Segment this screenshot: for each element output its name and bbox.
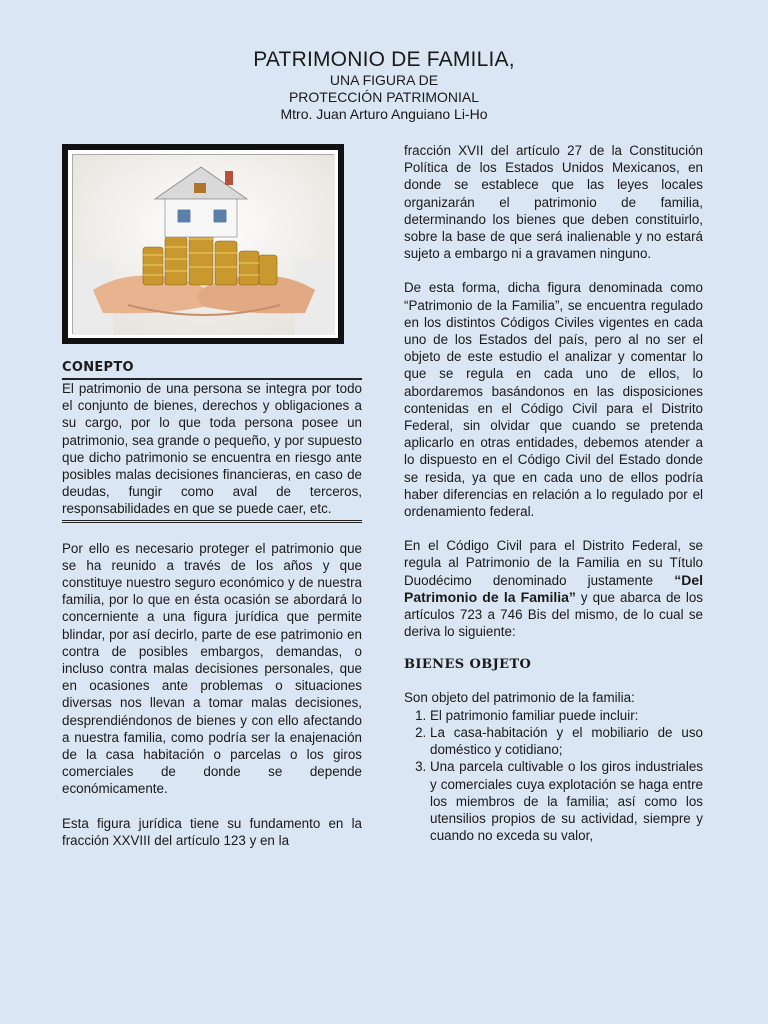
list-item: 2. La casa-habitación y el mobiliario de uso doméstico y cotidiano; [430, 724, 703, 758]
house-coins-image [62, 144, 344, 344]
list-item: 1. El patrimonio familiar puede incluir: [430, 707, 703, 724]
paragraph-fundamento: Esta figura jurídica tiene su fundamento en la fracción XXVIII del artículo 123 y en la [62, 815, 362, 848]
document-header [0, 48, 768, 123]
hands-house-coins-illustration [73, 155, 335, 335]
list-item: 3. Una parcela cultivable o los giros industriales y comerciales cuya explotación se haga entre los miembros de la familia; así como los utensilios propios de su actividad, siempre y cuando no exceda su valor, [430, 758, 703, 844]
section-title-bienes-objeto: BIENES OBJETO [404, 657, 532, 673]
paragraph-codigos-civiles: De esta forma, dicha figura denominada como “Patrimonio de la Familia”, se encuentra regulado en los distintos Códigos Civiles vigentes en cada uno de los Estados del país, pero al no ser el objeto de este estudio el analizar y comentar lo que se regula en cada uno de ellos, lo abordaremos basándonos en las disposiciones contenidas en el Código Civil para el Distrito Federal, sin olvidar que cuando se pretenda aplicarlo en otras entidades, debemos atender a lo dispuesto en el Código Civil del Estado donde se resida, ya que en cada uno de ellos podría haber diferencias en relación a lo regulado por el ordenamiento federal. [404, 280, 703, 520]
section-title-concepto: CONEPTO [62, 360, 134, 375]
bienes-list [404, 707, 703, 845]
document-subtitle-1: UNA FIGURA DE [329, 72, 439, 88]
paragraph-concepto: El patrimonio de una persona se integra por todo el conjunto de bienes, derechos y obligaciones a su cargo, por lo que toda persona posee un patrimonio, sea grande o pequeño, y por supuesto que dicho patrimonio se encuentra en riesgo ante posibles malas decisiones financieras, en caso de deudas, fungir como aval de terceros, responsabilidades en que se puede caer, etc. [62, 381, 362, 517]
left-column [62, 144, 362, 849]
bold-title-run: “Del Patrimonio de la Familia” [404, 571, 703, 605]
text-run: y que abarca de los artículos 723 a 746 Bis del mismo, de lo cual se deriva lo siguiente: [404, 589, 703, 640]
right-column [404, 142, 703, 844]
image-area [72, 154, 334, 334]
paragraph-codigo-df [404, 537, 703, 640]
text-run: En el Código Civil para el Distrito Federal, se regula al Patrimonio de la Familia en su Título Duodécimo denominado justamente [404, 538, 703, 588]
document-subtitle-2: PROTECCIÓN PATRIMONIAL [288, 89, 480, 105]
paragraph-objeto: Son objeto del patrimonio de la familia: [404, 690, 635, 706]
paragraph-proteger: Por ello es necesario proteger el patrimonio que se ha reunido a través de los años y que constituye nuestro seguro económico y de nuestra familia, por lo que en ésta ocasión se abordará lo concerniente a una figura jurídica que permite blindar, por así decirlo, parte de ese patrimonio en contra de posibles embargos, demandas, o incluso contra malas decisiones personales, que en ocasiones ante problemas o situaciones diversas nos llevan a tomar malas decisiones, desprendiéndonos de bienes y con ello afectando a nuestra familia, como podría ser la enajenación de la casa habitación o parcelas o los giros comerciales de donde se depende económicamente. [62, 540, 362, 797]
document-title: PATRIMONIO DE FAMILIA, [253, 48, 515, 71]
paragraph-constitucion: fracción XVII del artículo 27 de la Constitución Política de los Estados Unidos Mexicanos, en donde se establece que las leyes locales organizarán el patrimonio de familia, determinando los bienes que deben constituirlo, sobre la base de que será inalienable y no estará sujeto a embargo ni a gravamen ninguno. [404, 143, 703, 262]
document-author: Mtro. Juan Arturo Anguiano Li-Ho [280, 106, 488, 122]
